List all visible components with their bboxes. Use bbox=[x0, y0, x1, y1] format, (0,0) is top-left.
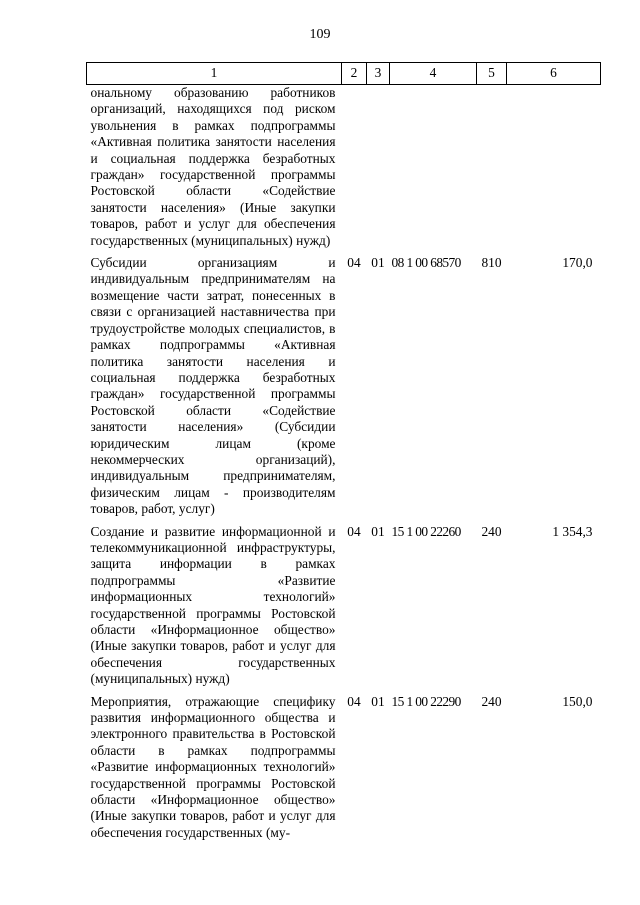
row-target-code bbox=[390, 85, 477, 250]
header-row bbox=[87, 63, 601, 85]
row-amount bbox=[507, 85, 601, 250]
row-expense-type: 240 bbox=[481, 693, 502, 709]
row-expense-type: 810 bbox=[481, 255, 502, 271]
row-name: Создание и развитие информационной и телекоммуникационной инфраструктуры, защита информации в рамках подпрограммы «Развитие информационных технологий» государственной программы Ростовской области «Информационное общество» (Иные закупки товаров, работ и услуг для обеспечения государственных (муниципальных) нужд) bbox=[90, 523, 336, 687]
header-col-6: 6 bbox=[507, 63, 601, 85]
row-section: 04 bbox=[347, 523, 361, 539]
table-row bbox=[87, 85, 601, 250]
page-number: 109 bbox=[309, 27, 331, 42]
budget-table bbox=[86, 62, 601, 841]
row-name: ональному образованию работников организаций, находящихся под риском увольнения в рамках подпрограммы «Активная политика занятости населения и социальная поддержка безработных граждан» государственной программы Ростовской области «Содействие занятости населения» (Иные закупки товаров, работ и услуг для обеспечения государственных (муниципальных) нужд) bbox=[90, 85, 336, 248]
table-row bbox=[87, 524, 601, 688]
row-name: Субсидии организациям и индивидуальным предпринимателям на возмещение части затрат, понесенных в связи с организацией наставничества при трудоустройстве молодых специалистов, в рамках подпрограммы «Активная политика занятости населения и социальная поддержка безработных граждан» государственной программы Ростовской области «Содействие занятости населения» (Субсидии юридическим лицам (кроме некоммерческих организаций), индивидуальным предпринимателям, физическим лицам - производителям товаров, работ, услуг) bbox=[90, 255, 336, 517]
row-subsection: 01 bbox=[371, 523, 385, 539]
row-amount: 170,0 bbox=[562, 255, 593, 271]
header-col-4: 4 bbox=[390, 63, 477, 85]
row-amount: 150,0 bbox=[562, 693, 593, 709]
header-col-5: 5 bbox=[477, 63, 507, 85]
row-target-code: 15 1 00 22290 bbox=[391, 693, 461, 709]
row-subsection: 01 bbox=[371, 255, 385, 271]
header-col-2: 2 bbox=[342, 63, 367, 85]
row-name: Мероприятия, отражающие специфику развития информационного общества и электронного правительства в Ростовской области в рамках подпрограммы «Развитие информационных технологий» государственной программы Ростовской области «Информационное общество» (Иные закупки товаров, работ и услуг для обеспечения государственных (му- bbox=[90, 693, 336, 840]
table-row bbox=[87, 255, 601, 518]
header-col-3: 3 bbox=[367, 63, 390, 85]
row-subsection bbox=[367, 85, 390, 250]
row-expense-type: 240 bbox=[481, 523, 502, 539]
row-section: 04 bbox=[347, 693, 361, 709]
table-row bbox=[87, 694, 601, 842]
row-section bbox=[342, 85, 367, 250]
row-expense-type bbox=[477, 85, 507, 250]
row-target-code: 15 1 00 22260 bbox=[391, 523, 461, 539]
row-subsection: 01 bbox=[371, 693, 385, 709]
header-col-1: 1 bbox=[87, 63, 342, 85]
row-target-code: 08 1 00 68570 bbox=[391, 255, 461, 271]
row-section: 04 bbox=[347, 255, 361, 271]
row-amount: 1 354,3 bbox=[552, 523, 593, 539]
